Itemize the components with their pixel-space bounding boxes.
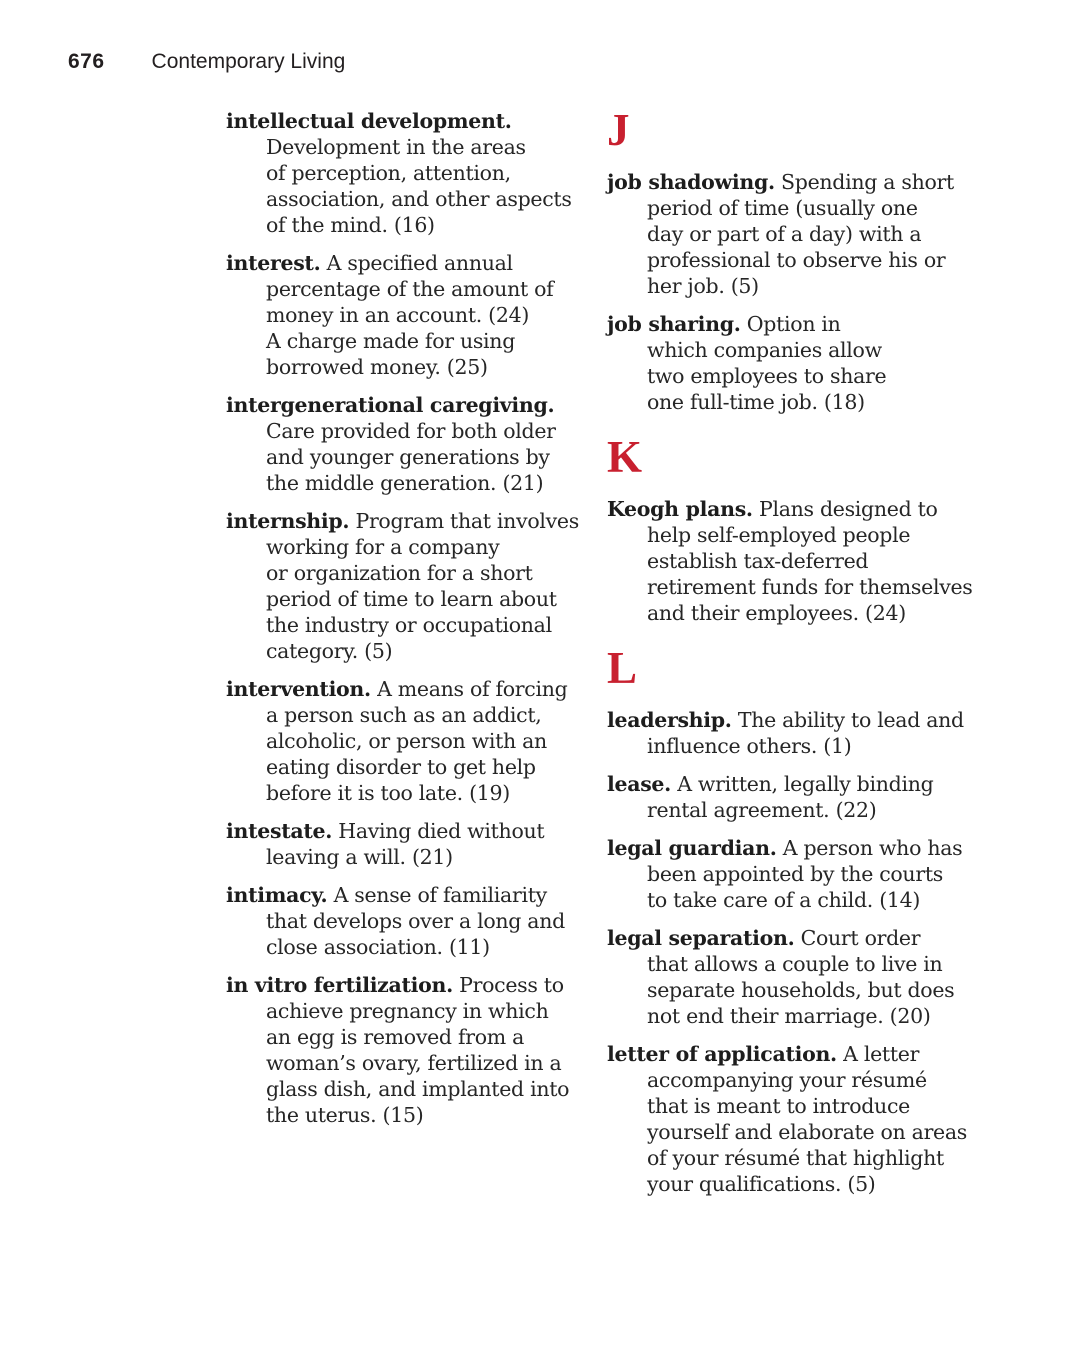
page-number: 676	[68, 50, 105, 73]
entry-definition-line: been appointed by the courts	[647, 862, 943, 886]
entry-definition-line: a person such as an addict,	[266, 703, 542, 727]
entry-first-line	[607, 707, 988, 733]
entry-definition-line: to take care of a child. (14)	[647, 888, 921, 912]
entry-definition-line: of perception, attention,	[266, 161, 511, 185]
entry-first-line	[226, 250, 607, 276]
glossary-columns	[226, 105, 988, 1209]
glossary-entry	[607, 1041, 988, 1197]
entry-definition-line: professional to observe his or	[647, 248, 946, 272]
entry-definition-line: A sense of familiarity	[333, 883, 547, 907]
entry-term: intestate.	[226, 819, 333, 843]
entry-definition-line: Spending a short	[781, 170, 954, 194]
entry-term: interest.	[226, 251, 321, 275]
entry-definition-line: period of time to learn about	[266, 587, 557, 611]
entry-first-line	[226, 972, 607, 998]
section-letter-j: J	[607, 105, 630, 155]
book-title: Contemporary Living	[151, 50, 346, 73]
entry-definition-line: A letter	[843, 1042, 920, 1066]
entry-definition-line: yourself and elaborate on areas	[647, 1120, 968, 1144]
entry-definition-line: influence others. (1)	[647, 734, 852, 758]
entry-first-line	[607, 496, 988, 522]
entry-term: in vitro fertilization.	[226, 973, 453, 997]
glossary-entry	[226, 972, 607, 1128]
entry-definition-line: A charge made for using	[266, 329, 516, 353]
entry-first-line	[607, 169, 988, 195]
entry-definition-line: A means of forcing	[377, 677, 568, 701]
entry-definition-line: rental agreement. (22)	[647, 798, 877, 822]
entry-term: intimacy.	[226, 883, 328, 907]
entry-definition-line: glass dish, and implanted into	[266, 1077, 570, 1101]
entry-term: intervention.	[226, 677, 371, 701]
entry-term: intellectual development.	[226, 109, 512, 133]
glossary-column-right	[607, 105, 988, 1209]
glossary-entry	[607, 835, 988, 913]
entry-definition-line: the uterus. (15)	[266, 1103, 424, 1127]
entry-first-line	[226, 108, 607, 134]
entry-definition-line: alcoholic, or person with an	[266, 729, 547, 753]
entry-first-line	[607, 311, 988, 337]
entry-definition-line: leaving a will. (21)	[266, 845, 453, 869]
entry-definition-line: borrowed money. (25)	[266, 355, 488, 379]
entry-definition-line: retirement funds for themselves	[647, 575, 973, 599]
entry-term: lease.	[607, 772, 671, 796]
entry-definition-line: of your résumé that highlight	[647, 1146, 944, 1170]
entry-definition-line: Process to	[459, 973, 564, 997]
entry-definition-line: category. (5)	[266, 639, 393, 663]
entry-definition-line: day or part of a day) with a	[647, 222, 922, 246]
entry-first-line	[226, 508, 607, 534]
entry-first-line	[226, 392, 607, 418]
entry-term: job sharing.	[607, 312, 741, 336]
glossary-entry	[226, 250, 607, 380]
entry-definition-line: Program that involves	[355, 509, 579, 533]
entry-definition-line: woman’s ovary, fertilized in a	[266, 1051, 562, 1075]
entry-term: job shadowing.	[607, 170, 775, 194]
glossary-entry	[607, 771, 988, 823]
entry-first-line	[226, 676, 607, 702]
entry-definition-line: before it is too late. (19)	[266, 781, 510, 805]
entry-definition-line: two employees to share	[647, 364, 887, 388]
entry-definition-line: that is meant to introduce	[647, 1094, 910, 1118]
entry-definition-line: working for a company	[266, 535, 500, 559]
entry-definition-line: that allows a couple to live in	[647, 952, 943, 976]
entry-definition-line: achieve pregnancy in which	[266, 999, 549, 1023]
entry-term: legal guardian.	[607, 836, 777, 860]
glossary-entry	[226, 676, 607, 806]
entry-definition-line: accompanying your résumé	[647, 1068, 927, 1092]
entry-definition-line: money in an account. (24)	[266, 303, 530, 327]
section-letter-k: K	[607, 432, 643, 482]
entry-term: Keogh plans.	[607, 497, 753, 521]
entry-definition-line: the industry or occupational	[266, 613, 552, 637]
entry-term: leadership.	[607, 708, 732, 732]
entry-definition-line: of the mind. (16)	[266, 213, 435, 237]
entry-definition-line: Having died without	[338, 819, 545, 843]
entry-definition-line: Care provided for both older	[266, 419, 556, 443]
entry-definition-line: percentage of the amount of	[266, 277, 554, 301]
glossary-entry	[607, 169, 988, 299]
entry-first-line	[226, 818, 607, 844]
entry-definition-line: that develops over a long and	[266, 909, 565, 933]
glossary-entry	[607, 496, 988, 626]
entry-definition-line: and younger generations by	[266, 445, 550, 469]
entry-definition-line: Court order	[800, 926, 921, 950]
entry-definition-line: A specified annual	[326, 251, 513, 275]
entry-definition-line: an egg is removed from a	[266, 1025, 525, 1049]
entry-term: letter of application.	[607, 1042, 837, 1066]
glossary-column-left	[226, 108, 607, 1140]
entry-definition-line: A written, legally binding	[677, 772, 934, 796]
entry-definition-line: Plans designed to	[758, 497, 938, 521]
glossary-entry	[607, 707, 988, 759]
entry-definition-line: close association. (11)	[266, 935, 490, 959]
entry-definition-line: Option in	[746, 312, 841, 336]
entry-definition-line: eating disorder to get help	[266, 755, 536, 779]
entry-definition-line: separate households, but does	[647, 978, 955, 1002]
entry-first-line	[226, 882, 607, 908]
entry-first-line	[607, 1041, 988, 1067]
entry-definition-line: and their employees. (24)	[647, 601, 906, 625]
entry-definition-line: which companies allow	[647, 338, 882, 362]
entry-definition-line: your qualifications. (5)	[647, 1172, 876, 1196]
running-header	[68, 50, 345, 74]
entry-definition-line: her job. (5)	[647, 274, 759, 298]
entry-first-line	[607, 925, 988, 951]
glossary-entry	[607, 311, 988, 415]
entry-term: legal separation.	[607, 926, 795, 950]
entry-definition-line: not end their marriage. (20)	[647, 1004, 931, 1028]
entry-first-line	[607, 835, 988, 861]
entry-term: internship.	[226, 509, 350, 533]
glossary-entry	[226, 108, 607, 238]
glossary-entry	[607, 925, 988, 1029]
entry-definition-line: A person who has	[782, 836, 963, 860]
entry-definition-line: one full-time job. (18)	[647, 390, 865, 414]
glossary-entry	[226, 508, 607, 664]
entry-definition-line: Development in the areas	[266, 135, 526, 159]
entry-term: intergenerational caregiving.	[226, 393, 555, 417]
entry-definition-line: period of time (usually one	[647, 196, 918, 220]
entry-definition-line: or organization for a short	[266, 561, 533, 585]
section-letter-l: L	[607, 643, 638, 693]
glossary-entry	[226, 882, 607, 960]
glossary-entry	[226, 392, 607, 496]
entry-first-line	[607, 771, 988, 797]
entry-definition-line: establish tax-deferred	[647, 549, 869, 573]
glossary-entry	[226, 818, 607, 870]
entry-definition-line: the middle generation. (21)	[266, 471, 544, 495]
entry-definition-line: association, and other aspects	[266, 187, 572, 211]
entry-definition-line: The ability to lead and	[737, 708, 964, 732]
entry-definition-line: help self-employed people	[647, 523, 911, 547]
